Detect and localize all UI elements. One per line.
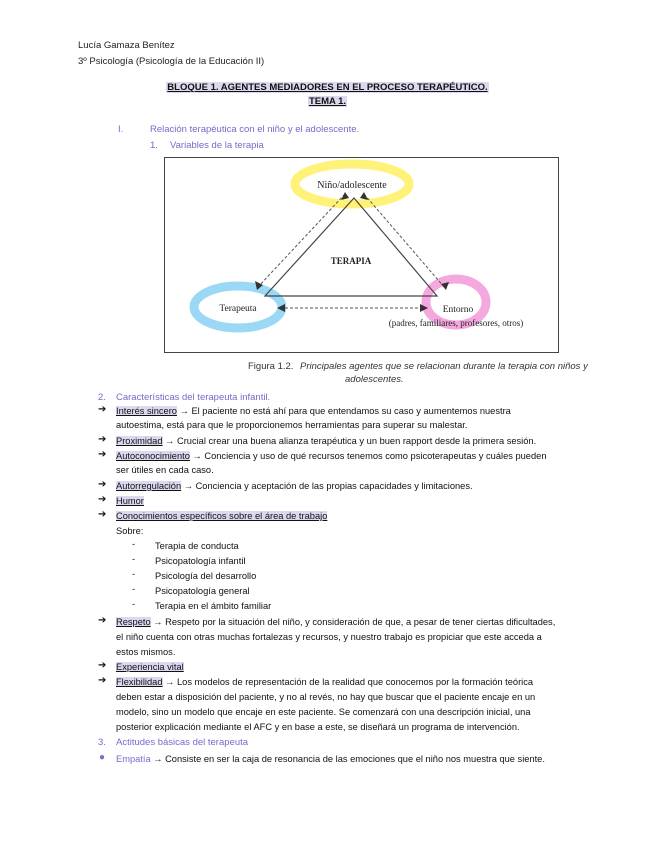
diagram-svg [165,158,558,352]
item-line [116,494,144,508]
item-line: ser útiles en cada caso. [116,465,214,475]
item-term: Conocimientos específicos sobre el área de trabajo [116,511,328,521]
section-heading: Relación terapéutica con el niño y el adolescente. [150,124,360,135]
subsection-number: 3. [98,737,106,748]
item-text: → Conciencia y aceptación de las propias capacidades y limitaciones. [181,481,473,491]
triangle [265,198,437,296]
item-line [116,434,536,448]
caption-text-1: Principales agentes que se relacionan durante la terapia con niños y [300,361,588,372]
item-text: → Los modelos de representación de la realidad que conocemos por la formación teórica [162,677,534,687]
arrow-top-right [364,194,445,288]
topic-title [0,96,655,107]
arrowhead [360,192,368,200]
item-text: → Crucial crear una buena alianza terapéutica y un buen rapport desde la primera sesión. [162,436,537,446]
node-environment: Entorno [442,305,474,315]
dash-bullet: - [132,554,136,564]
list-item: Psicopatología general [155,586,250,596]
therapy-diagram [164,157,559,353]
list-item: Terapia en el ámbito familiar [155,601,272,611]
dash-bullet: - [132,539,136,549]
item-term: Proximidad [116,436,163,446]
dot-bullet: ● [99,752,106,763]
list-item: Psicología del desarrollo [155,571,257,581]
node-environment-sub: (padres, familiares, profesores, otros) [388,318,524,328]
arrow-bullet: ➔ [98,509,107,520]
subsection-heading: Variables de la terapia [170,140,264,151]
item-term: Experiencia vital [116,662,184,672]
node-child: Niño/adolescente [317,180,387,191]
arrow-bullet: ➔ [98,404,107,415]
item-line [116,404,511,418]
item-term: Humor [116,496,144,506]
dash-bullet: - [132,599,136,609]
topic-title-text: TEMA 1. [308,96,347,107]
subsection-heading: Características del terapeuta infantil. [116,392,271,403]
subsection-number: 1. [150,140,158,151]
section-number: I. [118,124,124,135]
dash-bullet: - [132,584,136,594]
subsection-heading: Actitudes básicas del terapeuta [116,737,249,748]
caption-label: Figura 1.2. [248,361,294,372]
arrow-bullet: ➔ [98,449,107,460]
item-line: estos mismos. [116,647,176,657]
item-line [116,615,555,629]
sobre-label: Sobre: [116,526,144,536]
item-line: modelo, sino un modelo que encaje en este paciente. Se comenzará con una descripción inicial, una [116,707,531,717]
arrow-bullet: ➔ [98,660,107,671]
item-text: → Consiste en ser la caja de resonancia de las emociones que el niño nos muestra que siente. [150,754,545,764]
block-title [0,82,655,93]
arrow-bullet: ➔ [98,615,107,626]
item-term: Flexibilidad [116,677,163,687]
item-text: → Conciencia y uso de qué recursos tenemos como psicoterapeutas y cuáles pueden [189,451,547,461]
item-line [116,479,473,493]
list-item: Psicopatología infantil [155,556,246,566]
subsection-number: 2. [98,392,106,403]
item-line [116,509,327,523]
item-term: Empatía [116,754,151,764]
arrow-bullet: ➔ [98,479,107,490]
center-label: TERAPIA [330,256,372,266]
item-line [116,752,545,766]
list-item: Terapia de conducta [155,541,239,551]
item-line: el niño cuenta con otras muchas fortalezas y recursos, y nuestro trabajo es propiciar que este acceda a [116,632,542,642]
item-line: autoestima, está para que le proporcionemos herramientas para superar su malestar. [116,420,468,430]
course-name: 3º Psicología (Psicología de la Educación II) [78,56,265,67]
item-line [116,660,184,674]
item-line [116,675,533,689]
arrowhead [341,192,349,200]
item-term: Autorregulación [116,481,182,491]
item-line: posterior explicación mediante el AFC y en base a este, se diseñará un programa de intervención. [116,722,520,732]
block-title-text: BLOQUE 1. AGENTES MEDIADORES EN EL PROCESO TERAPÉUTICO. [167,82,488,93]
dash-bullet: - [132,569,136,579]
arrow-bullet: ➔ [98,434,107,445]
item-term: Interés sincero [116,406,177,416]
arrow-top-left [257,194,345,288]
author-name: Lucía Gamaza Benítez [78,40,175,51]
item-line [116,449,547,463]
item-text: → Respeto por la situación del niño, y consideración de que, a pesar de tener ciertas dificultades, [150,617,556,627]
caption-text-2: adolescentes. [345,374,404,385]
item-line: deben estar a disposición del paciente, y no al revés, no hay que buscar que el paciente encaje en un [116,692,536,702]
node-therapist: Terapeuta [219,304,257,314]
item-term: Respeto [116,617,151,627]
item-term: Autoconocimiento [116,451,190,461]
arrow-bullet: ➔ [98,675,107,686]
item-text: → El paciente no está ahí para que entendamos su caso y aumentemos nuestra [176,406,511,416]
arrow-bullet: ➔ [98,494,107,505]
